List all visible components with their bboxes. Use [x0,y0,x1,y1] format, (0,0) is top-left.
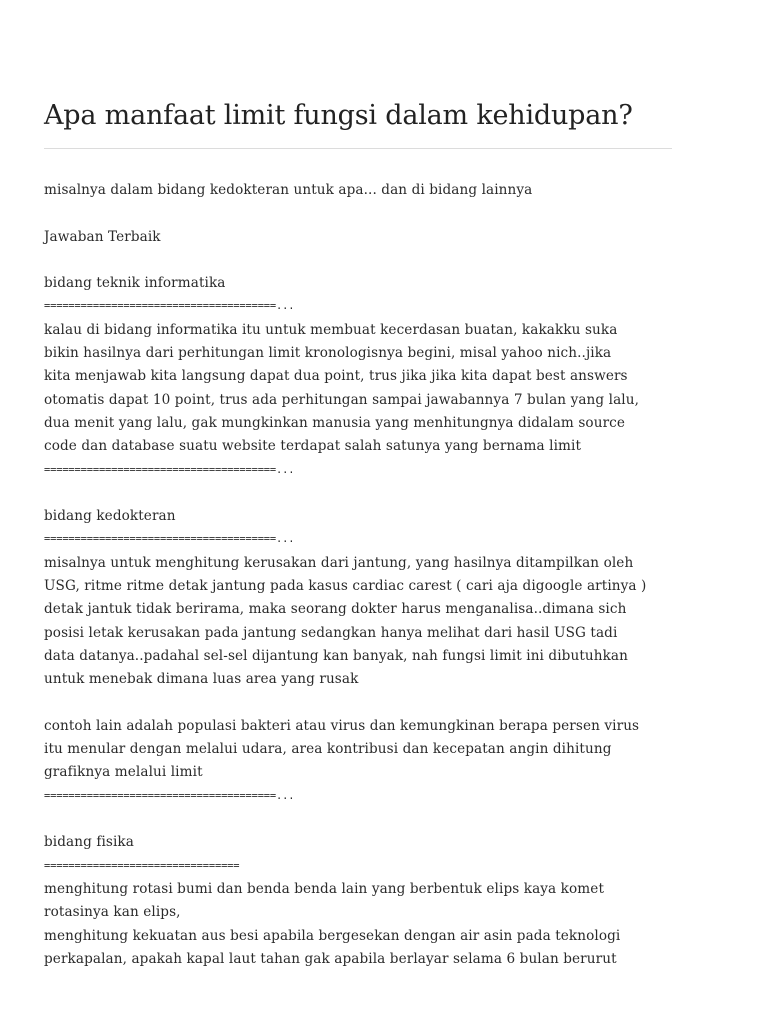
paragraph-line: grafiknya melalui limit [44,764,203,781]
section-heading-informatika: bidang teknik informatika [44,275,226,292]
spacer [44,692,724,715]
paragraph-line: posisi letak kerusakan pada jantung sedangkan hanya melihat dari hasil USG tadi [44,624,618,641]
paragraph-line: misalnya untuk menghitung kerusakan dari jantung, yang hasilnya ditampilkan oleh [44,554,634,571]
paragraph-line: detak jantuk tidak berirama, maka seorang dokter harus menganalisa..dimana sich [44,601,627,618]
spacer [44,808,724,831]
paragraph-line: code dan database suatu website terdapat salah satunya yang bernama limit [44,438,582,455]
separator-line: ======================================... [44,533,295,546]
paragraph-line: perkapalan, apakah kapal laut tahan gak apabila berlayar selama 6 bulan berurut [44,950,617,967]
paragraph-line: bikin hasilnya dari perhitungan limit kronologisnya begini, misal yahoo nich..jika [44,345,612,362]
paragraph-line: otomatis dapat 10 point, trus ada perhitungan sampai jawabannya 7 bulan yang lalu, [44,391,640,408]
paragraph-line: rotasinya kan elips, [44,904,181,921]
spacer [44,249,724,272]
paragraph-line: menghitung rotasi bumi dan benda benda lain yang berbentuk elips kaya komet [44,880,605,897]
page-title: Apa manfaat limit fungsi dalam kehidupan? [44,100,633,131]
section-heading-fisika: bidang fisika [44,834,134,851]
paragraph-line: itu menular dengan melalui udara, area kontribusi dan kecepatan angin dihitung [44,741,612,758]
separator-line: ======================================... [44,789,295,802]
separator-line: ================================ [44,859,240,872]
paragraph-line: kita menjawab kita langsung dapat dua point, trus jika jika kita dapat best answers [44,368,628,385]
section-heading-kedokteran: bidang kedokteran [44,508,176,525]
paragraph-line: contoh lain adalah populasi bakteri atau virus dan kemungkinan berapa persen virus [44,717,640,734]
paragraph-line: untuk menebak dimana luas area yang rusak [44,671,359,688]
article-body [44,179,724,971]
paragraph-line: menghitung kekuatan aus besi apabila bergesekan dengan air asin pada teknologi [44,927,621,944]
spacer [44,202,724,225]
paragraph-line: dua menit yang lalu, gak mungkinkan manusia yang menhitungnya didalam source [44,414,626,431]
title-divider [44,148,672,149]
spacer [44,482,724,505]
best-answer-label: Jawaban Terbaik [44,228,161,245]
question-detail: misalnya dalam bidang kedokteran untuk apa... dan di bidang lainnya [44,182,533,198]
paragraph-line: USG, ritme ritme detak jantung pada kasus cardiac carest ( cari aja digoogle artinya ) [44,578,647,595]
separator-line: ======================================... [44,463,295,476]
separator-line: ======================================... [44,300,295,313]
paragraph-line: kalau di bidang informatika itu untuk membuat kecerdasan buatan, kakakku suka [44,321,618,338]
paragraph-line: data datanya..padahal sel-sel dijantung kan banyak, nah fungsi limit ini dibutuhkan [44,647,628,664]
